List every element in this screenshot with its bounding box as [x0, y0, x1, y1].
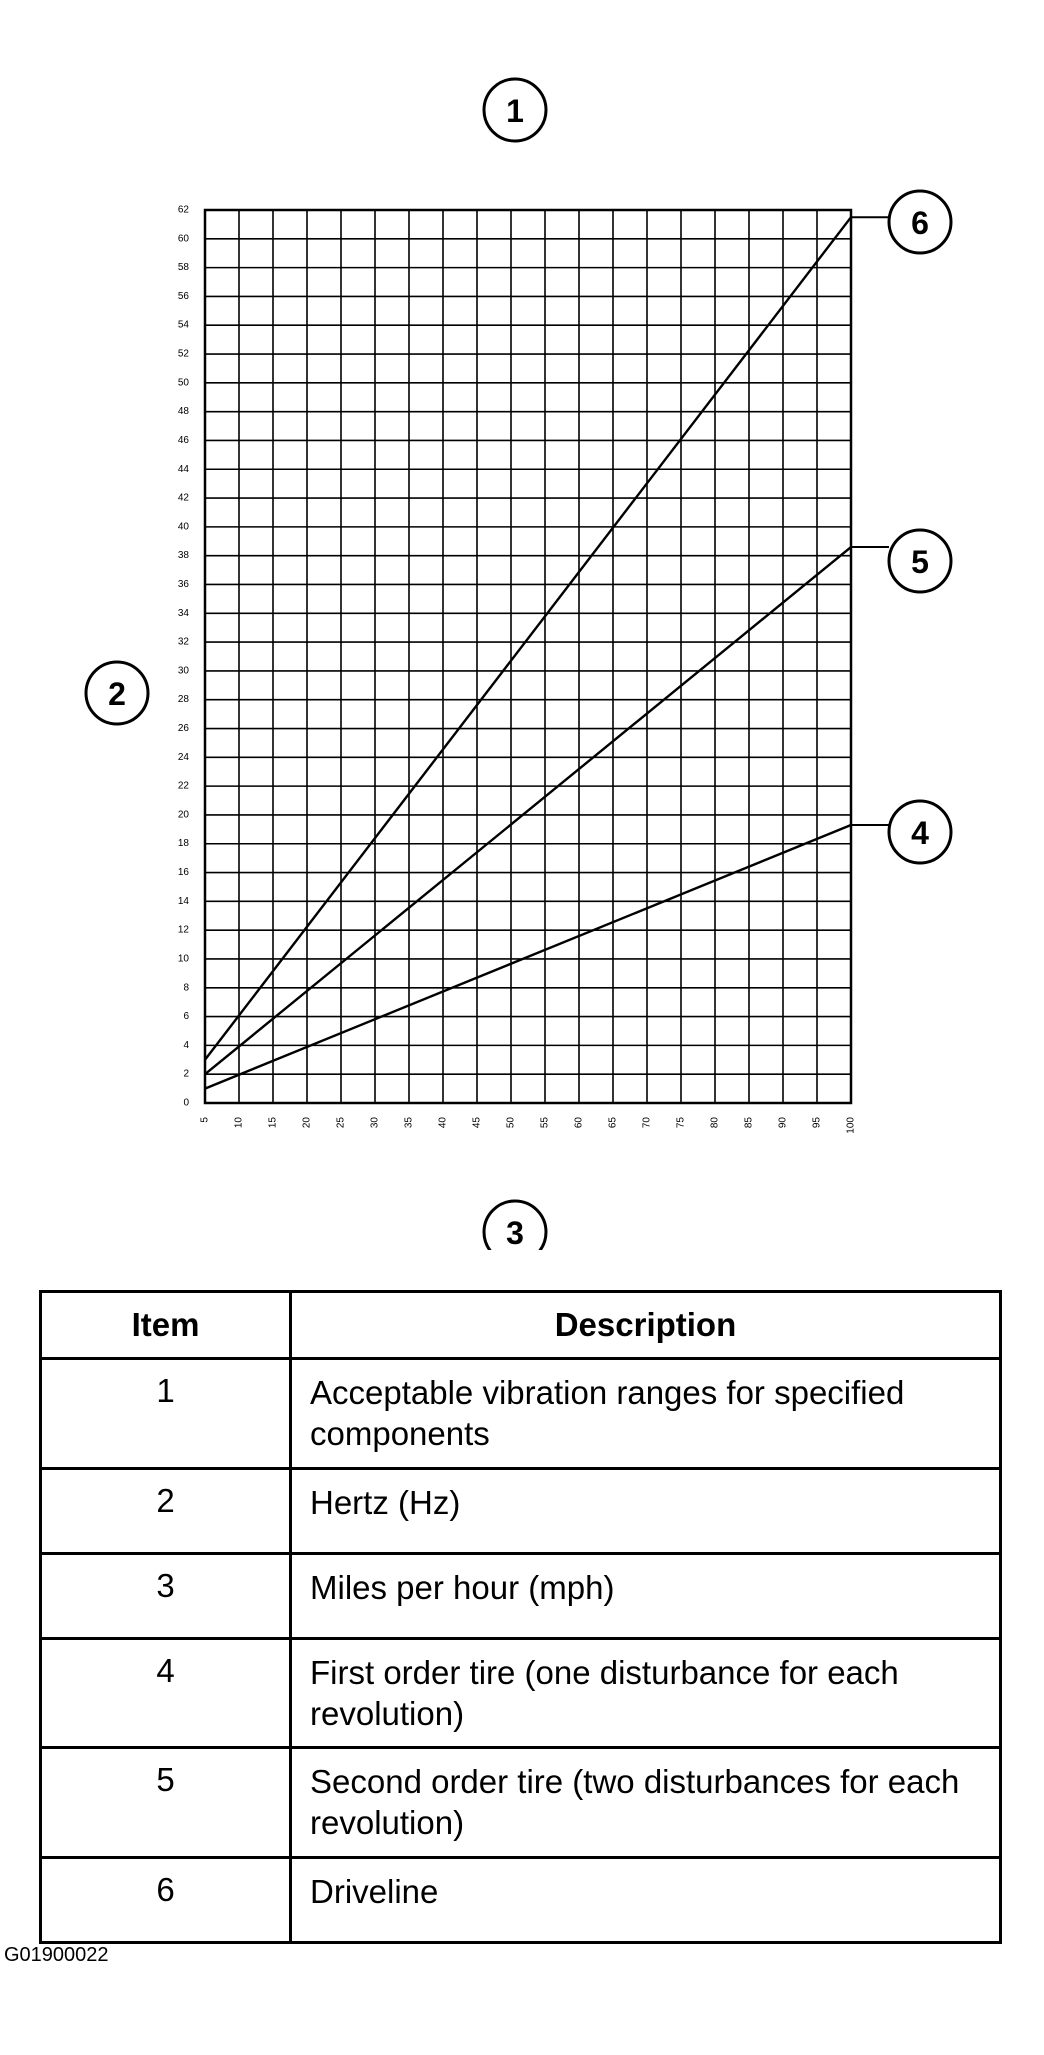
y-tick-label: 46 — [177, 434, 189, 446]
callout-title — [484, 79, 546, 141]
x-tick-label: 55 — [539, 1117, 551, 1129]
y-tick-label: 54 — [177, 319, 189, 331]
row-item: 6 — [41, 1857, 291, 1942]
y-tick-label: 30 — [177, 665, 189, 677]
y-tick-label: 18 — [177, 838, 189, 850]
x-tick-label: 45 — [471, 1117, 483, 1129]
y-tick-label: 24 — [177, 751, 189, 763]
callout-y-axis-label: 2 — [108, 676, 126, 712]
y-tick-label: 52 — [177, 348, 189, 360]
callout-y-axis — [86, 662, 148, 724]
y-tick-label: 42 — [177, 492, 189, 504]
y-tick-label: 62 — [177, 204, 189, 216]
y-tick-label: 6 — [183, 1011, 189, 1023]
callout-x-axis — [484, 1201, 546, 1250]
x-tick-label: 65 — [607, 1117, 619, 1129]
table-row — [41, 1553, 1001, 1638]
x-tick-label: 35 — [403, 1117, 415, 1129]
x-tick-label: 70 — [641, 1117, 653, 1129]
x-tick-label: 25 — [335, 1117, 347, 1129]
y-tick-label: 26 — [177, 723, 189, 735]
table-row — [41, 1748, 1001, 1858]
callout-series-6-label: 6 — [911, 205, 929, 241]
y-tick-label: 28 — [177, 694, 189, 706]
table-header-row — [41, 1292, 1001, 1359]
table-row — [41, 1638, 1001, 1748]
x-tick-label: 60 — [573, 1117, 585, 1129]
y-tick-label: 50 — [177, 377, 189, 389]
y-tick-label: 2 — [183, 1068, 189, 1080]
y-tick-label: 44 — [177, 463, 189, 475]
y-tick-label: 40 — [177, 521, 189, 533]
series-line-6 — [205, 217, 851, 1060]
callout-series-4 — [889, 801, 951, 863]
y-tick-label: 0 — [183, 1097, 189, 1109]
table-row — [41, 1857, 1001, 1942]
figure-code: G01900022 — [4, 1944, 109, 1966]
x-tick-label: 5 — [199, 1117, 211, 1123]
y-tick-label: 12 — [177, 924, 189, 936]
y-tick-label: 56 — [177, 290, 189, 302]
x-tick-label: 10 — [233, 1117, 245, 1129]
row-item: 1 — [41, 1359, 291, 1469]
header-item: Item — [41, 1292, 291, 1359]
x-tick-label: 75 — [675, 1117, 687, 1129]
header-description: Description — [291, 1292, 1001, 1359]
y-tick-label: 34 — [177, 607, 189, 619]
callout-series-5 — [889, 530, 951, 592]
x-tick-label: 85 — [743, 1117, 755, 1129]
row-item: 3 — [41, 1553, 291, 1638]
row-item: 5 — [41, 1748, 291, 1858]
y-tick-label: 4 — [183, 1039, 189, 1051]
row-description: Second order tire (two disturbances for each revolution) — [291, 1748, 1001, 1858]
table-row — [41, 1468, 1001, 1553]
row-description: Acceptable vibration ranges for specified components — [291, 1359, 1001, 1469]
y-tick-label: 10 — [177, 953, 189, 965]
y-tick-label: 60 — [177, 233, 189, 245]
callout-series-6 — [889, 191, 951, 253]
x-tick-label: 30 — [369, 1117, 381, 1129]
row-description: Hertz (Hz) — [291, 1468, 1001, 1553]
y-tick-label: 32 — [177, 636, 189, 648]
x-tick-label: 80 — [709, 1117, 721, 1129]
y-tick-label: 8 — [183, 982, 189, 994]
row-item: 2 — [41, 1468, 291, 1553]
y-tick-label: 38 — [177, 550, 189, 562]
table-row — [41, 1359, 1001, 1469]
x-tick-label: 20 — [301, 1117, 313, 1129]
callout-leaders — [851, 217, 889, 825]
y-tick-label: 58 — [177, 262, 189, 274]
x-tick-label: 100 — [845, 1117, 857, 1134]
callout-series-5-label: 5 — [911, 544, 929, 580]
y-tick-label: 22 — [177, 780, 189, 792]
row-description: Miles per hour (mph) — [291, 1553, 1001, 1638]
y-tick-label: 20 — [177, 809, 189, 821]
chart-series — [205, 217, 851, 1088]
series-line-4 — [205, 825, 851, 1089]
y-tick-label: 36 — [177, 578, 189, 590]
y-tick-label: 14 — [177, 895, 189, 907]
callout-x-axis-label: 3 — [506, 1215, 524, 1250]
x-tick-label: 50 — [505, 1117, 517, 1129]
callout-series-4-label: 4 — [911, 815, 929, 851]
row-description: Driveline — [291, 1857, 1001, 1942]
x-tick-label: 40 — [437, 1117, 449, 1129]
y-tick-label: 48 — [177, 406, 189, 418]
y-tick-label: 16 — [177, 867, 189, 879]
x-tick-label: 90 — [777, 1117, 789, 1129]
series-line-5 — [205, 547, 851, 1074]
row-item: 4 — [41, 1638, 291, 1748]
x-tick-label: 15 — [267, 1117, 279, 1129]
row-description: First order tire (one disturbance for each revolution) — [291, 1638, 1001, 1748]
legend-table — [39, 1290, 1002, 1944]
x-tick-label: 95 — [811, 1117, 823, 1129]
callout-title-label: 1 — [506, 93, 524, 129]
